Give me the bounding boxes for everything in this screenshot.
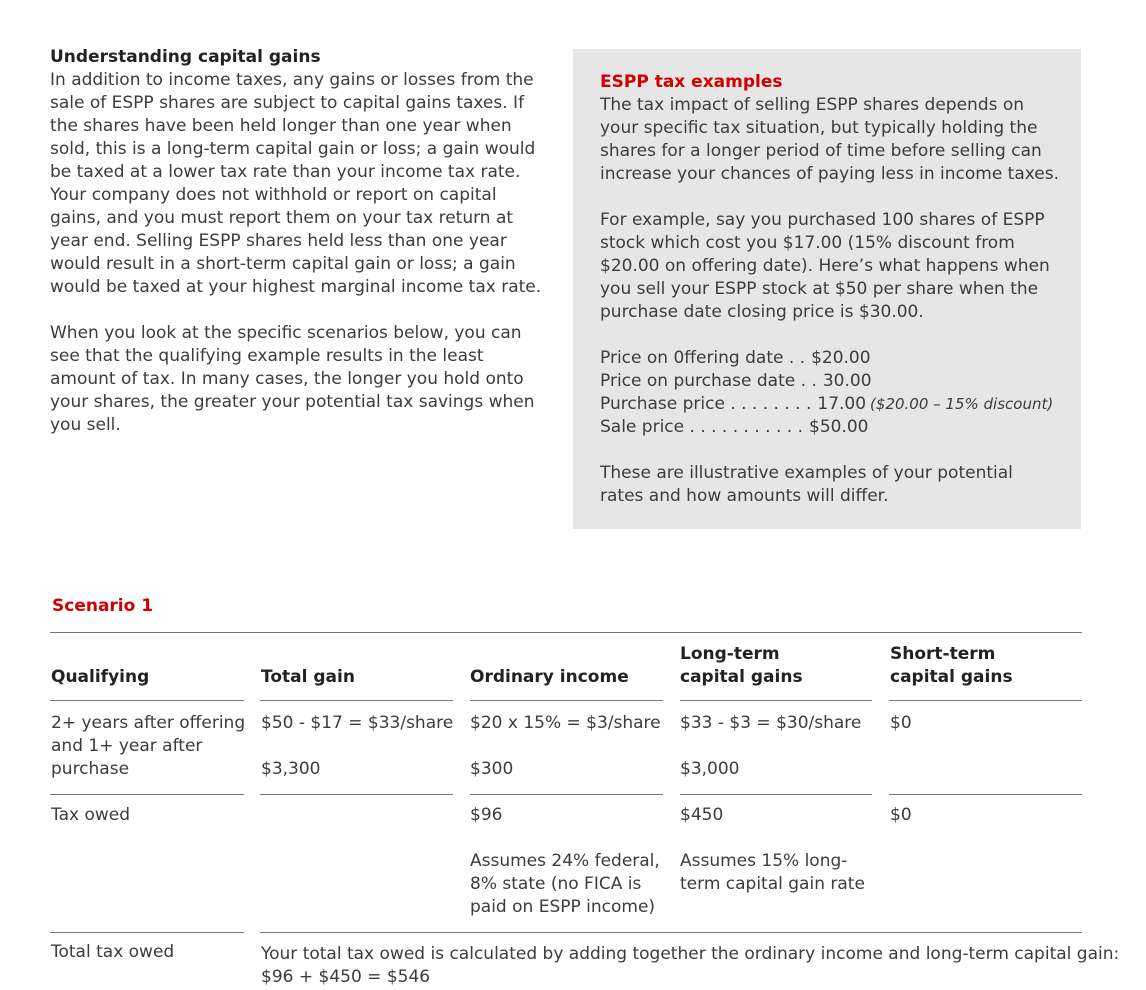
- row1-qualifying-line3: purchase: [51, 759, 130, 779]
- column-rule: [470, 700, 663, 701]
- price-value: $50.00: [809, 417, 869, 437]
- header-ordinary-income: Ordinary income: [470, 667, 629, 687]
- price-label: Sale price . . . . . . . . . . .: [600, 417, 803, 437]
- header-qualifying: Qualifying: [51, 667, 150, 687]
- column-rule: [680, 794, 872, 795]
- row3-total-text-line1: Your total tax owed is calculated by adding together the ordinary income and long-term capital gain:: [261, 944, 1120, 964]
- row2-ordinary-tax: $96: [470, 805, 503, 825]
- column-rule: [50, 932, 244, 933]
- column-rule: [50, 700, 244, 701]
- row2-ordinary-note-line2: 8% state (no FICA is: [470, 874, 642, 894]
- column-rule: [889, 794, 1082, 795]
- column-rule: [680, 700, 872, 701]
- espp-examples-box: [573, 49, 1081, 529]
- row1-short-term-value: $0: [890, 713, 912, 733]
- price-row-purchase-date: [600, 370, 1061, 393]
- row1-qualifying-line2: and 1+ year after: [51, 736, 203, 756]
- row1-total-gain-per-share: $50 - $17 = $33/share: [261, 713, 454, 733]
- header-short-term-line2: capital gains: [890, 667, 1013, 687]
- header-long-term-line2: capital gains: [680, 667, 803, 687]
- header-total-gain: Total gain: [261, 667, 355, 687]
- row2-ordinary-note-line3: paid on ESPP income): [470, 897, 656, 917]
- price-value: 30.00: [822, 371, 872, 391]
- price-list: [600, 347, 1061, 439]
- table-top-rule: [50, 632, 1082, 633]
- price-value: $20.00: [811, 348, 871, 368]
- row2-ordinary-note-line1: Assumes 24% federal,: [470, 851, 660, 871]
- row2-long-term-tax: $450: [680, 805, 724, 825]
- row1-long-term-total: $3,000: [680, 759, 740, 779]
- intro-section: [50, 46, 550, 437]
- row1-total-gain-total: $3,300: [261, 759, 321, 779]
- price-row-purchase-price: [600, 393, 1061, 416]
- espp-examples-title: ESPP tax examples: [600, 72, 783, 92]
- header-long-term-line1: Long-term: [680, 644, 780, 664]
- column-rule: [260, 794, 453, 795]
- row1-ordinary-per-share: $20 x 15% = $3/share: [470, 713, 661, 733]
- scenario-title: Scenario 1: [52, 596, 154, 616]
- espp-examples-paragraph-3: These are illustrative examples of your potential rates and how amounts will differ.: [600, 463, 1013, 506]
- row3-total-tax-owed-label: Total tax owed: [51, 942, 175, 962]
- row1-qualifying-line1: 2+ years after offering: [51, 713, 246, 733]
- espp-examples-paragraph-1: The tax impact of selling ESPP shares depends on your specific tax situation, but typically holding the shares for a longer period of time before selling can increase your chances of paying less in income taxes.: [600, 95, 1060, 184]
- price-value: 17.00: [817, 394, 867, 414]
- intro-heading: Understanding capital gains: [50, 47, 321, 67]
- column-rule: [470, 794, 663, 795]
- price-label: Price on purchase date . .: [600, 371, 817, 391]
- total-row-rule: [260, 932, 1082, 933]
- row3-total-text-line2: $96 + $450 = $546: [261, 967, 431, 987]
- row2-tax-owed-label: Tax owed: [51, 805, 131, 825]
- row1-long-term-per-share: $33 - $3 = $30/share: [680, 713, 862, 733]
- column-rule: [889, 700, 1082, 701]
- column-rule: [50, 794, 244, 795]
- row2-long-term-note-line2: term capital gain rate: [680, 874, 865, 894]
- intro-paragraph-1: In addition to income taxes, any gains or losses from the sale of ESPP shares are subject to capital gains taxes. If the shares have been held longer than one year when sold, this is a long-term capital gain or loss; a gain would be taxed at a lower tax rate than your income tax rate. Your company does not withhold or report on capital gains, and you must report them on your tax return at year end. Selling ESPP shares held less than one year would result in a short-term capital gain or loss; a gain would be taxed at your highest marginal income tax rate.: [50, 70, 542, 297]
- price-row-sale: [600, 416, 1061, 439]
- row2-long-term-note-line1: Assumes 15% long-: [680, 851, 848, 871]
- price-label: Price on 0ffering date . .: [600, 348, 806, 368]
- intro-paragraph-2: When you look at the specific scenarios below, you can see that the qualifying example results in the least amount of tax. In many cases, the longer you hold onto your shares, the greater your potential tax savings when you sell.: [50, 323, 535, 435]
- header-short-term-line1: Short-term: [890, 644, 996, 664]
- row1-ordinary-total: $300: [470, 759, 514, 779]
- price-label: Purchase price . . . . . . . .: [600, 394, 812, 414]
- row2-short-term-tax: $0: [890, 805, 912, 825]
- price-row-offering: [600, 347, 1061, 370]
- espp-examples-paragraph-2: For example, say you purchased 100 shares of ESPP stock which cost you $17.00 (15% discount from $20.00 on offering date). Here’s what happens when you sell your ESPP stock at $50 per share when the purchase date closing price is $30.00.: [600, 210, 1050, 322]
- price-note: ($20.00 – 15% discount): [870, 395, 1054, 413]
- column-rule: [260, 700, 453, 701]
